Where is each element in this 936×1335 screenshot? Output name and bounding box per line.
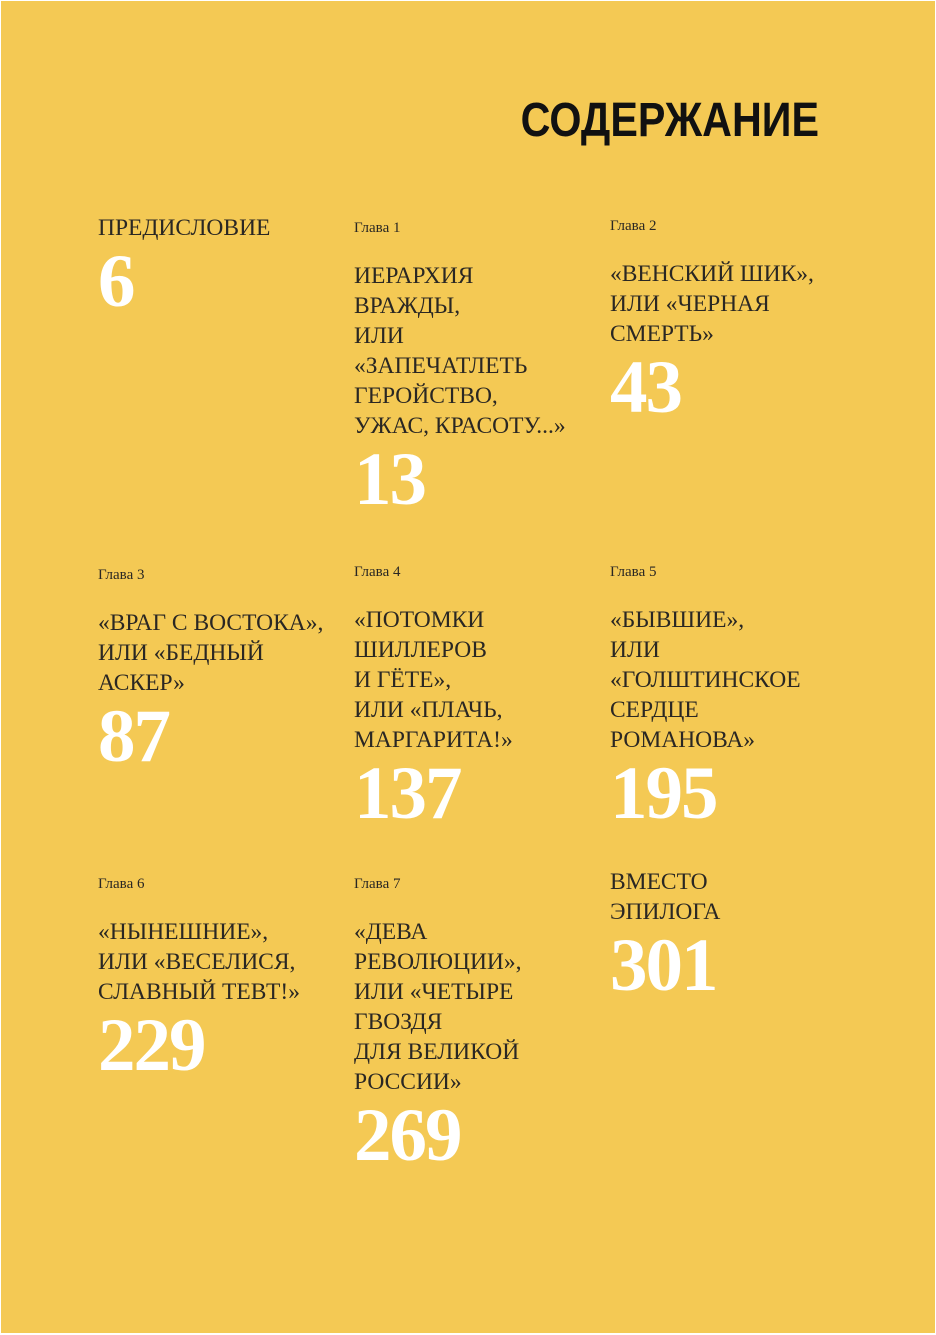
- chapter-label: Глава 6: [98, 876, 145, 892]
- entry-title: «ДЕВА РЕВОЛЮЦИИ», ИЛИ «ЧЕТЫРЕ ГВОЗДЯ ДЛЯ ВЕЛИКОЙ РОССИИ»: [354, 919, 522, 1095]
- entry-title: ИЕРАРХИЯ ВРАЖДЫ, ИЛИ «ЗАПЕЧАТЛЕТЬ ГЕРОЙСТВО, УЖАС, КРАСОТУ...»: [354, 263, 566, 439]
- toc-entry-preface: [98, 213, 348, 323]
- toc-entry-chapter-5: [610, 563, 860, 835]
- entry-page-number: 195: [610, 752, 717, 835]
- entry-page-number: 43: [610, 346, 681, 429]
- entry-page-number: 137: [354, 752, 461, 835]
- entry-title: «ВРАГ С ВОСТОКА», ИЛИ «БЕДНЫЙ АСКЕР»: [98, 610, 324, 696]
- toc-entry-chapter-6: [98, 875, 348, 1087]
- toc-entry-chapter-1: [354, 219, 604, 521]
- entry-title: «ПОТОМКИ ШИЛЛЕРОВ И ГЁТЕ», ИЛИ «ПЛАЧЬ, МАРГАРИТА!»: [354, 607, 513, 753]
- entry-title: «НЫНЕШНИЕ», ИЛИ «ВЕСЕЛИСЯ, СЛАВНЫЙ ТЕВТ!»: [98, 919, 300, 1005]
- toc-entry-chapter-3: [98, 566, 348, 778]
- entry-page-number: 13: [354, 438, 425, 521]
- entry-title: «ВЕНСКИЙ ШИК», ИЛИ «ЧЕРНАЯ СМЕРТЬ»: [610, 261, 814, 347]
- entry-title: «БЫВШИЕ», ИЛИ «ГОЛШТИНСКОЕ СЕРДЦЕ РОМАНОВА»: [610, 607, 801, 753]
- toc-entry-epilogue: [610, 867, 860, 1007]
- toc-entry-chapter-7: [354, 875, 604, 1177]
- entry-title: ПРЕДИСЛОВИЕ: [98, 215, 271, 241]
- chapter-label: Глава 2: [610, 218, 657, 234]
- entry-page-number: 6: [98, 240, 134, 323]
- chapter-label: Глава 5: [610, 564, 657, 580]
- chapter-label: Глава 4: [354, 564, 401, 580]
- toc-entry-chapter-2: [610, 217, 860, 429]
- entry-page-number: 301: [610, 924, 717, 1007]
- entry-page-number: 229: [98, 1004, 205, 1087]
- entry-page-number: 269: [354, 1094, 461, 1177]
- toc-page: [1, 1, 935, 1333]
- entry-page-number: 87: [98, 695, 169, 778]
- chapter-label: Глава 1: [354, 220, 401, 236]
- page-title: СОДЕРЖАНИЕ: [520, 94, 819, 147]
- chapter-label: Глава 3: [98, 567, 145, 583]
- toc-entry-chapter-4: [354, 563, 604, 835]
- entry-title: ВМЕСТО ЭПИЛОГА: [610, 869, 721, 925]
- chapter-label: Глава 7: [354, 876, 401, 892]
